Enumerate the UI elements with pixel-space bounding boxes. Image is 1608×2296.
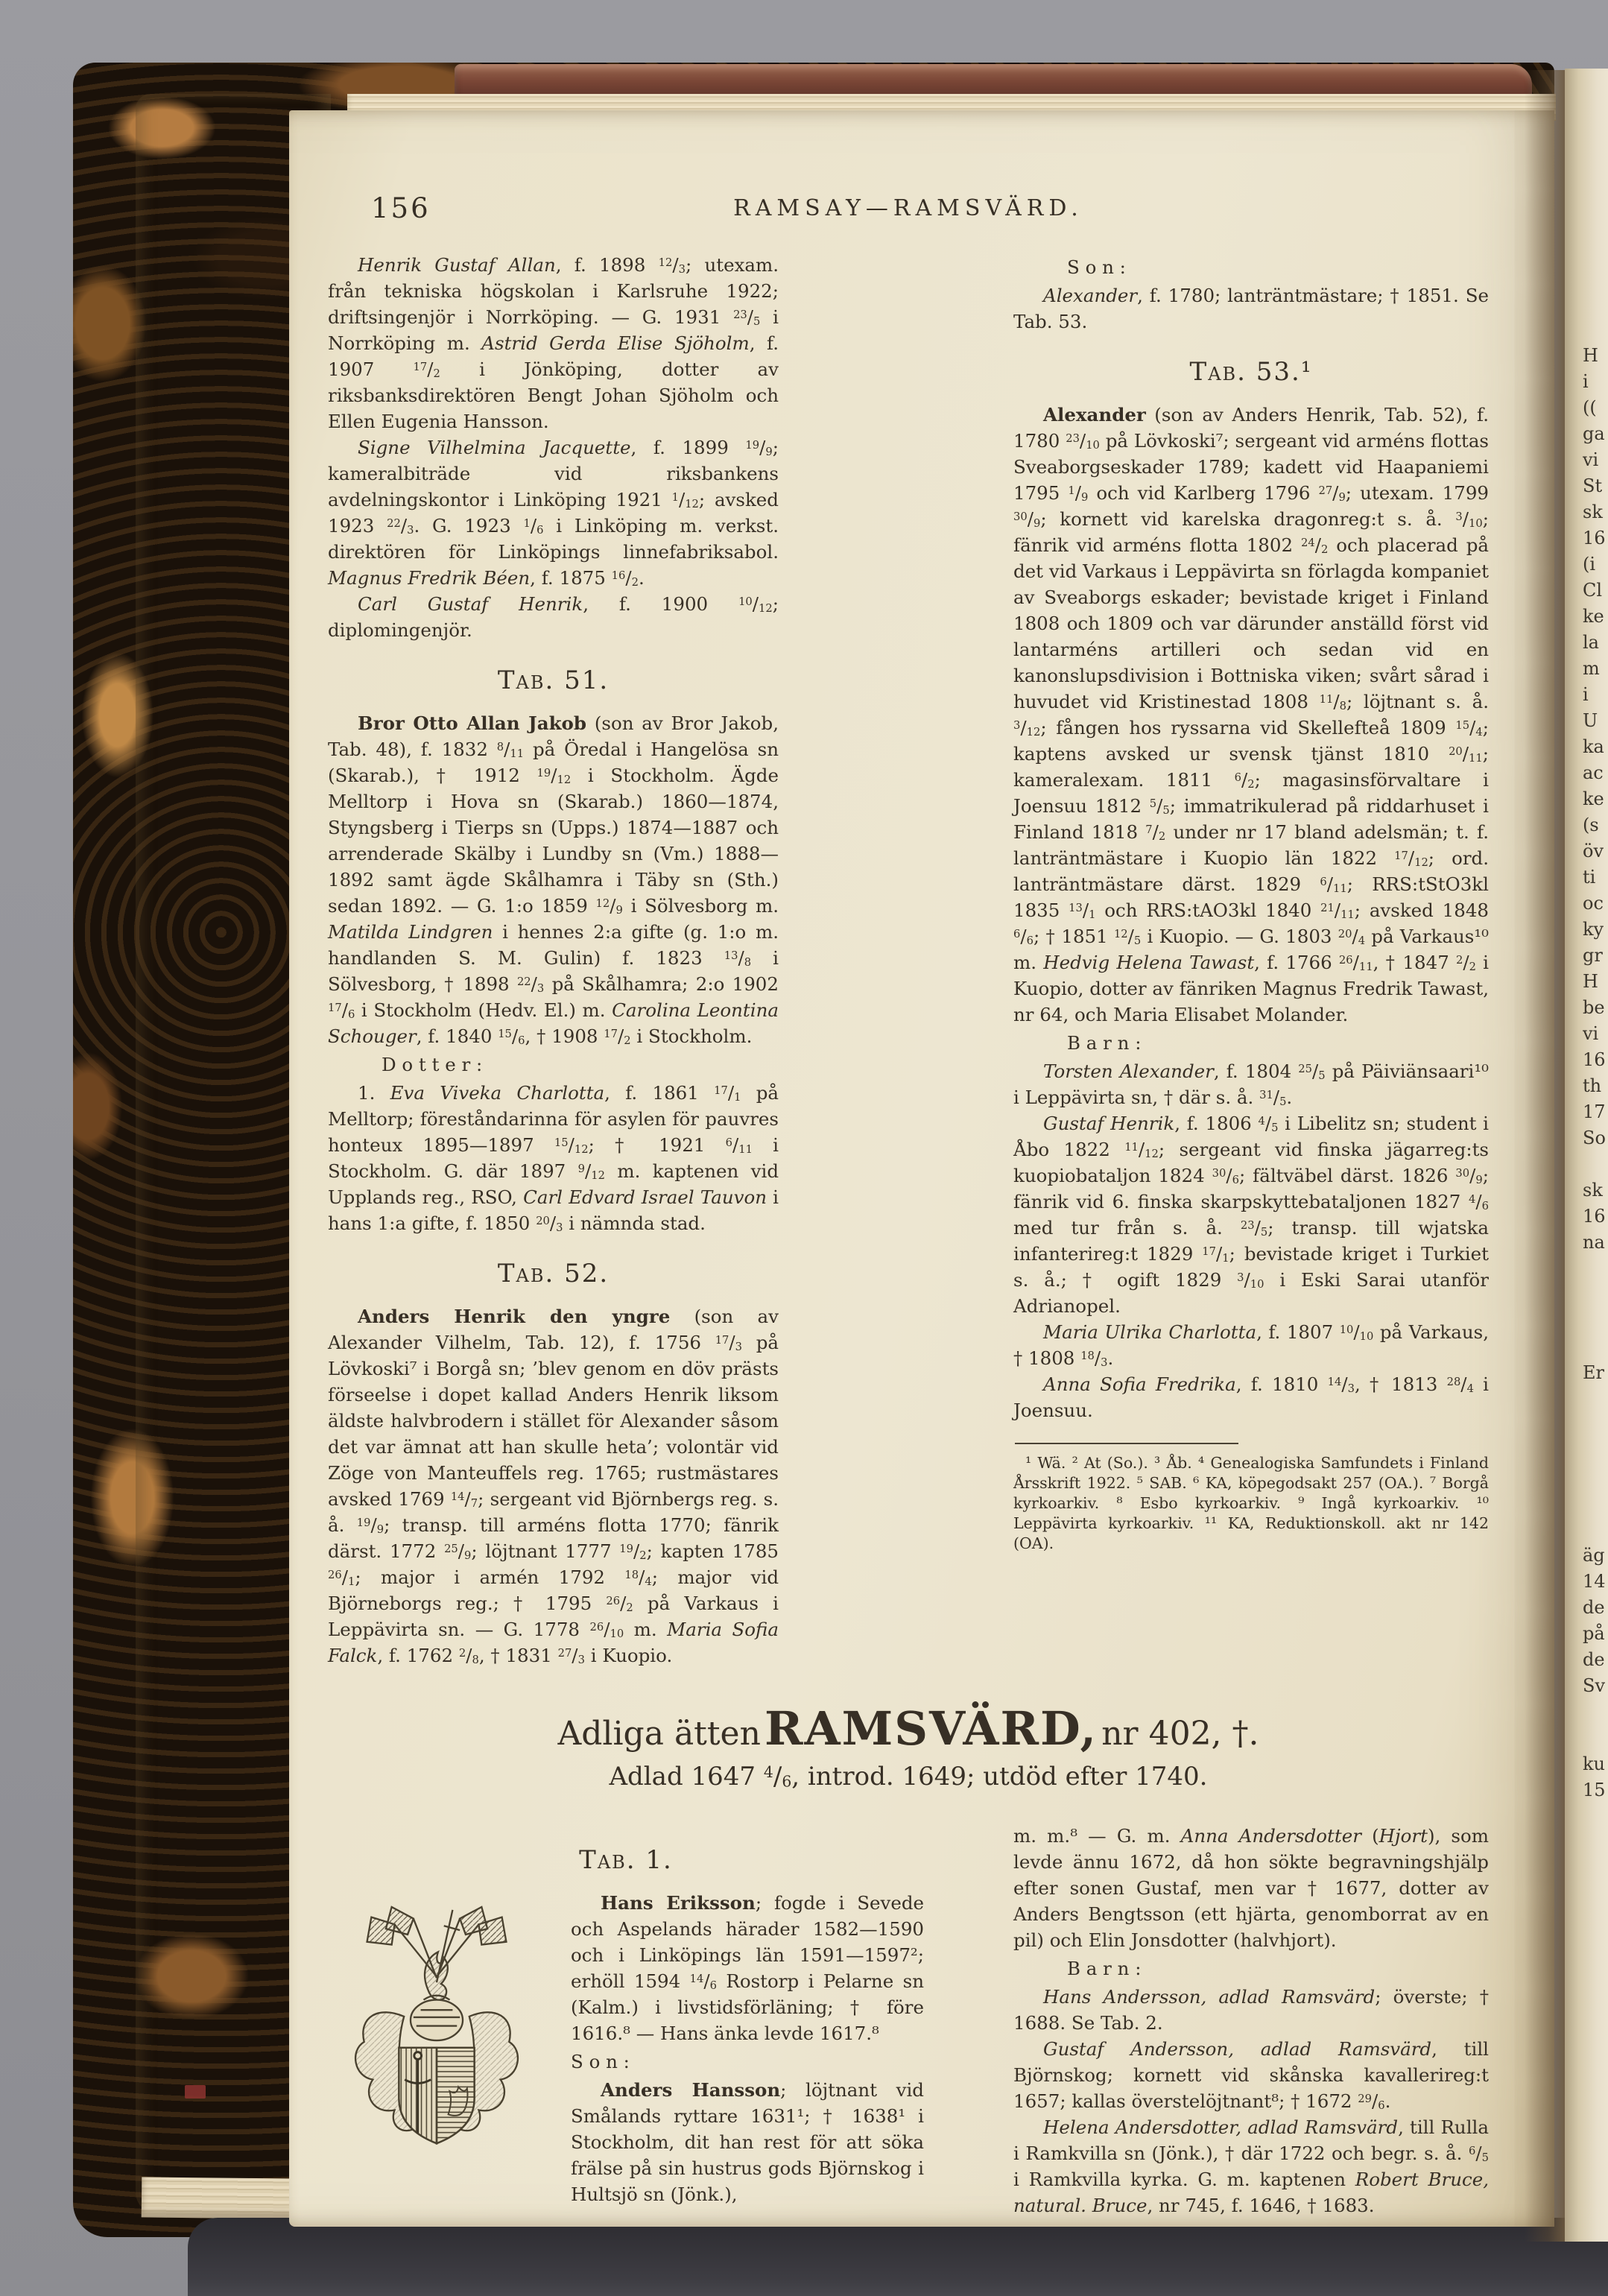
- facing-page-line-fragment: ka: [1583, 736, 1604, 757]
- facing-page-line-fragment: ku: [1583, 1753, 1605, 1774]
- facing-page-line-fragment: [1583, 1282, 1608, 1308]
- facing-page-line-fragment: i: [1583, 371, 1589, 392]
- facing-page-line-fragment: på: [1583, 1623, 1605, 1644]
- facing-page-line-fragment: oc: [1583, 893, 1604, 914]
- facing-page-line-fragment: ac: [1583, 762, 1604, 783]
- facing-page-line-fragment: [1583, 1334, 1608, 1360]
- facing-page-line-fragment: äg: [1583, 1545, 1605, 1566]
- facing-page-line-fragment: de: [1583, 1649, 1605, 1670]
- paragraph: Alexander (son av Anders Henrik, Tab. 52), f. 1780 $^{23}/_{10}$ på Lövkoski⁷; sergeant vid arméns flottas Sveaborgseskader 1789; kadett vid Haapaniemi 1795 $^1/_9$ och vid Karlberg 1796 $^{27}/_9$; utexam. 1799 $^{30}/_9$; kornett vid karelska dragonreg:t s. å. $^3/_{10}$; fänrik vid arméns flotta 1802 $^{24}/_2$ och placerad på det vid Varkaus i Leppävirta sn förlagda kompaniet av Sveaborgs eskader; bevistade kriget i Finland 1808 och 1809 och var därunder anställd först vid lantarméns artilleri och sedan vid en kanonslupsdivision i Bottniska viken; svårt sårad i huvudet vid Kristinestad 1808 $^{11}/_8$; löjtnant s. å. $^3/_{12}$; fången hos ryssarna vid Skellefteå 1809 $^{15}/_4$; kaptens avsked ur svensk tjänst 1810 $^{20}/_{11}$; kameralexam. 1811 $^6/_2$; magasinsförvaltare i Joensuu 1812 $^5/_5$; immatrikulerad på riddarhuset i Finland 1818 $^7/_2$ under nr 17 bland adelsmän; t. f. lanträntmästare i Kuopio län 1822 $^{17}/_{12}$; ord. lanträntmästare därst. 1829 $^6/_{11}$; RRS:tStO3kl 1835 $^{13}/_1$ och RRS:tAO3kl 1840 $^{21}/_{11}$; avsked 1848 $^6/_6$; † 1851 $^{12}/_5$ i Kuopio. — G. 1803 $^{20}/_4$ på Varkaus¹⁰ m. Hedvig Helena Tawast, f. 1766 $^{26}/_{11}$, † 1847 $^2/_2$ i Kuopio, dotter av fänriken Magnus Fredrik Tawast, nr 64, och Maria Elisabet Molander.: [1013, 404, 1490, 1025]
- paragraph: Carl Gustaf Henrik, f. 1900 $^{10}/_{12}$; diplomingenjör.: [328, 593, 779, 641]
- facing-page-line-fragment: vi: [1583, 449, 1599, 470]
- facing-page-line-fragment: [1583, 1438, 1608, 1464]
- facing-page-line-fragment: th: [1583, 1075, 1602, 1096]
- running-title: RAMSAY—RAMSVÄRD.: [733, 195, 1083, 221]
- facing-page-line-fragment: vi: [1583, 1023, 1599, 1044]
- facing-page-line-fragment: ke: [1583, 788, 1604, 809]
- facing-page-line-fragment: 17: [1583, 1101, 1606, 1122]
- tab-52-heading: Tab. 52.: [497, 1259, 610, 1288]
- book-page: [289, 110, 1554, 2227]
- facing-page-line-fragment: H: [1583, 971, 1598, 992]
- page-edge-red-mark: [185, 2085, 206, 2099]
- facing-page-line-fragment: [1583, 1412, 1608, 1438]
- family-heading-prefix: Adliga ätten: [557, 1715, 761, 1753]
- facing-page-line-fragment: 14: [1583, 1571, 1606, 1592]
- paragraph: Anders Henrik den yngre (son av Alexander Vilhelm, Tab. 12), f. 1756 $^{17}/_3$ på Lövkoski⁷ i Borgå sn; ’blev genom en döv prästs förseelse i dopet kallad Anders Henrik liksom äldste halvbrodern i stället för Alexander såsom det var ämnat att han skulle heta’; volontär vid Zöge von Manteuffels reg. 1765; rustmästares avsked 1769 $^{14}/_7$; sergeant vid Björnbergs reg. s. å. $^{19}/_9$; transp. till arméns flotta 1770; fänrik därst. 1772 $^{25}/_9$; löjtnant 1777 $^{19}/_2$; kapten 1785 $^{26}/_1$; major i armén 1792 $^{18}/_4$; major vid Björneborgs reg.; † 1795 $^{26}/_2$ på Varkaus i Leppävirta sn. — G. 1778 $^{26}/_{10}$ m. Maria Sofia Falck, f. 1762 $^2/_8$, † 1831 $^{27}/_3$ i Kuopio.: [328, 1306, 779, 1666]
- facing-page-line-fragment: be: [1583, 997, 1605, 1018]
- dotter-subheading: D o t t e r :: [382, 1054, 483, 1075]
- facing-page-line-fragment: i: [1583, 684, 1589, 705]
- bottom-left-column: [328, 1823, 924, 2218]
- paragraph: Hans Andersson, adlad Ramsvärd; överste; † 1688. Se Tab. 2.: [1013, 1986, 1489, 2034]
- facing-page-sliver: [1565, 69, 1608, 2242]
- facing-page-text-fragments: [1583, 343, 1608, 1829]
- facing-page-line-fragment: So: [1583, 1128, 1606, 1148]
- facing-page-line-fragment: (i: [1583, 554, 1596, 575]
- facing-page-line-fragment: Sv: [1583, 1675, 1605, 1696]
- facing-page-line-fragment: öv: [1583, 841, 1604, 861]
- facing-page-line-fragment: H: [1583, 345, 1598, 366]
- paragraph: 1. Eva Viveka Charlotta, f. 1861 $^{17}/_1$ på Melltorp; föreståndarinna för asylen för pauvres honteux 1895—1897 $^{15}/_{12}$; † 1921 $^6/_{11}$ i Stockholm. G. där 1897 $^9/_{12}$ m. kaptenen vid Upplands reg., RSO, Carl Edvard Israel Tauvon i hans 1:a gifte, f. 1850 $^{20}/_3$ i nämnda stad.: [328, 1082, 779, 1234]
- facing-page-line-fragment: m: [1583, 658, 1600, 679]
- facing-page-line-fragment: gr: [1583, 945, 1603, 966]
- facing-page-line-fragment: [1583, 1699, 1608, 1725]
- coat-of-arms-engraving: [328, 1896, 545, 2188]
- son-subheading: S o n :: [1067, 256, 1126, 278]
- tab-1-heading: Tab. 1.: [579, 1845, 673, 1875]
- footnotes: ¹ Wä. ² At (So.). ³ Åb. ⁴ Genealogiska Samfundets i Finland Årsskrift 1922. ⁵ SAB. ⁶ KA, köpegodsakt 257 (OA.). ⁷ Borgå kyrkoarkiv. ⁸ Esbo kyrkoarkiv. ⁹ Ingå kyrkoarkiv. ¹⁰ Leppävirta kyrkoarkiv. ¹¹ KA, Reduktionskoll. akt nr 142 (OA).: [1013, 1454, 1489, 1552]
- page-header: [328, 189, 1489, 230]
- footnote-rule: [1015, 1443, 1238, 1444]
- facing-page-line-fragment: [1583, 1803, 1608, 1829]
- family-subtitle: Adlad 1647 $^4/_6$, introd. 1649; utdöd efter 1740.: [609, 1762, 1208, 1791]
- paragraph: Torsten Alexander, f. 1804 $^{25}/_5$ på Päiviänsaari¹⁰ i Leppävirta sn, † där s. å. $^{31}/_5$.: [1013, 1060, 1490, 1108]
- facing-page-line-fragment: ((: [1583, 397, 1597, 418]
- facing-page-line-fragment: ke: [1583, 606, 1604, 627]
- page-content: [289, 110, 1554, 2218]
- family-name: RAMSVÄRD,: [765, 1701, 1098, 1756]
- right-column-text: [1013, 254, 1489, 1423]
- barn-subheading: B a r n :: [1067, 1958, 1142, 1979]
- coat-of-arms-block: [328, 1890, 924, 2207]
- paragraph: Signe Vilhelmina Jacquette, f. 1899 $^{19}/_9$; kameralbiträde vid riksbankens avdelningskontor i Linköping 1921 $^1/_{12}$; avsked 1923 $^{22}/_3$. G. 1923 $^1/_6$ i Linköping m. verkst. direktören för Linköpings linnefabriksabol. Magnus Fredrik Béen, f. 1875 $^{16}/_2$.: [328, 437, 779, 589]
- facing-page-line-fragment: St: [1583, 475, 1603, 496]
- tab-51-heading: Tab. 51.: [497, 665, 610, 695]
- facing-page-line-fragment: na: [1583, 1232, 1605, 1253]
- facing-page-line-fragment: sk: [1583, 1180, 1603, 1201]
- tab-53-heading: Tab. 53.¹: [1189, 357, 1313, 387]
- facing-page-line-fragment: 15: [1583, 1780, 1606, 1800]
- facing-page-line-fragment: sk: [1583, 502, 1603, 522]
- barn-subheading: B a r n :: [1067, 1032, 1142, 1054]
- facing-page-line-fragment: [1583, 1464, 1608, 1490]
- facing-page-line-fragment: ti: [1583, 867, 1596, 888]
- gutter-shadow: [1525, 70, 1568, 2242]
- facing-page-line-fragment: Cl: [1583, 580, 1603, 601]
- facing-page-line-fragment: ga: [1583, 423, 1605, 444]
- facing-page-line-fragment: 16: [1583, 1049, 1606, 1070]
- facing-page-line-fragment: [1583, 1517, 1608, 1543]
- paragraph: Hans Eriksson; fogde i Sevede och Aspelands härader 1582—1590 och i Linköpings län 1591—1597²; erhöll 1594 $^{14}/_6$ Rostorp i Pelarne sn (Kalm.) i livstidsförläning; † före 1616.⁸ — Hans änka levde 1617.⁸: [571, 1892, 924, 2044]
- facing-page-line-fragment: 16: [1583, 528, 1606, 548]
- facing-page-line-fragment: la: [1583, 632, 1599, 653]
- left-column: [328, 252, 779, 1669]
- book-cast-shadow: [188, 2218, 1608, 2296]
- right-column: [1013, 252, 1489, 1669]
- paragraph: Alexander, f. 1780; lanträntmästare; † 1851. Se Tab. 53.: [1013, 285, 1489, 332]
- paragraph: Gustaf Andersson, adlad Ramsvärd, till Björnskog; kornett vid skånska kavallerireg:t 1657; kallas överstelöjtnant⁸; † 1672 $^{29}/_6$.: [1013, 2038, 1489, 2112]
- page-number: 156: [371, 192, 431, 224]
- family-section-heading: [328, 1701, 1489, 1756]
- facing-page-line-fragment: [1583, 1256, 1608, 1282]
- paragraph: Helena Andersdotter, adlad Ramsvärd, till Rulla i Ramkvilla sn (Jönk.), † där 1722 och begr. s. å. $^6/_5$ i Ramkvilla kyrka. G. m. kaptenen Robert Bruce, natural. Bruce, nr 745, f. 1646, † 1683.: [1013, 2116, 1489, 2216]
- facing-page-line-fragment: U: [1583, 710, 1598, 731]
- family-heading-suffix: nr 402, †.: [1101, 1715, 1259, 1753]
- son-subheading: S o n :: [571, 2051, 630, 2072]
- paragraph: Bror Otto Allan Jakob (son av Bror Jakob, Tab. 48), f. 1832 $^8/_{11}$ på Öredal i Hangelösa sn (Skarab.), † 1912 $^{19}/_{12}$ i Stockholm. Ägde Melltorp i Hova sn (Skarab.) 1860—1874, Styngsberg i Tierps sn (Upps.) 1874—1887 och arrenderade Skälby i Lundby sn (Vm.) 1888—1892 samt ägde Skålhamra i Täby sn (Sth.) sedan 1892. — G. 1:o 1859 $^{12}/_9$ i Sölvesborg m. Matilda Lindgren i hennes 2:a gifte (g. 1:o m. handlanden S. M. Gulin) f. 1823 $^{13}/_8$ i Sölvesborg, † 1898 $^{22}/_3$ på Skålhamra; 2:o 1902 $^{17}/_6$ i Stockholm (Hedv. El.) m. Carolina Leontina Schouger, f. 1840 $^{15}/_6$, † 1908 $^{17}/_2$ i Stockholm.: [328, 712, 779, 1047]
- top-two-column-section: [328, 252, 1489, 1669]
- bottom-two-column-section: [328, 1823, 1489, 2218]
- bottom-right-column: [1013, 1823, 1489, 2218]
- facing-page-line-fragment: ky: [1583, 919, 1604, 940]
- paragraph: Anna Sofia Fredrika, f. 1810 $^{14}/_3$, † 1813 $^{28}/_4$ i Joensuu.: [1013, 1373, 1490, 1421]
- paragraph: Gustaf Henrik, f. 1806 $^4/_5$ i Libelitz sn; student i Åbo 1822 $^{11}/_{12}$; sergeant vid finska jägarreg:ts kuopiobataljon 1824 $^{30}/_6$; fältväbel därst. 1826 $^{30}/_9$; fänrik vid 6. finska skarpskyttebataljonen 1827 $^4/_6$ med tur från s. å. $^{23}/_5$; transp. till wjatska infanterireg:t 1829 $^{17}/_1$; bevistade kriget i Turkiet s. å.; † ogift 1829 $^3/_{10}$ i Eski Sarai utanför Adrianopel.: [1013, 1113, 1490, 1317]
- paragraph: Anders Hansson; löjtnant vid Smålands ryttare 1631¹; † 1638¹ i Stockholm, dit han rest för att söka frälse på sin hustrus gods Björnskog i Hultsjö sn (Jönk.),: [571, 2079, 924, 2205]
- facing-page-line-fragment: (s: [1583, 815, 1599, 835]
- paragraph: Henrik Gustaf Allan, f. 1898 $^{12}/_3$; utexam. från tekniska högskolan i Karlsruhe 1922; driftsingenjör i Norrköping. — G. 1931 $^{23}/_5$ i Norrköping m. Astrid Gerda Elise Sjöholm, f. 1907 $^{17}/_2$ i Jönköping, dotter av riksbanksdirektören Bengt Johan Sjöholm och Ellen Eugenia Hansson.: [328, 254, 779, 432]
- paragraph: m. m.⁸ — G. m. Anna Andersdotter (Hjort), som levde ännu 1672, då hon sökte begravningshjälp efter sonen Gustaf, men var † 1677, dotter av Anders Bengtsson (ett hjärta, genomborrat av en pil) och Elin Jonsdotter (halvhjort).: [1013, 1825, 1489, 1951]
- facing-page-line-fragment: [1583, 1490, 1608, 1517]
- facing-page-line-fragment: [1583, 1725, 1608, 1751]
- facing-page-line-fragment: [1583, 1308, 1608, 1334]
- facing-page-line-fragment: Er: [1583, 1362, 1604, 1383]
- facing-page-line-fragment: de: [1583, 1597, 1605, 1618]
- facing-page-line-fragment: [1583, 1151, 1608, 1177]
- facing-page-line-fragment: 16: [1583, 1206, 1606, 1227]
- facing-page-line-fragment: [1583, 1386, 1608, 1412]
- paragraph: Maria Ulrika Charlotta, f. 1807 $^{10}/_{10}$ på Varkaus, † 1808 $^{18}/_3$.: [1013, 1321, 1489, 1369]
